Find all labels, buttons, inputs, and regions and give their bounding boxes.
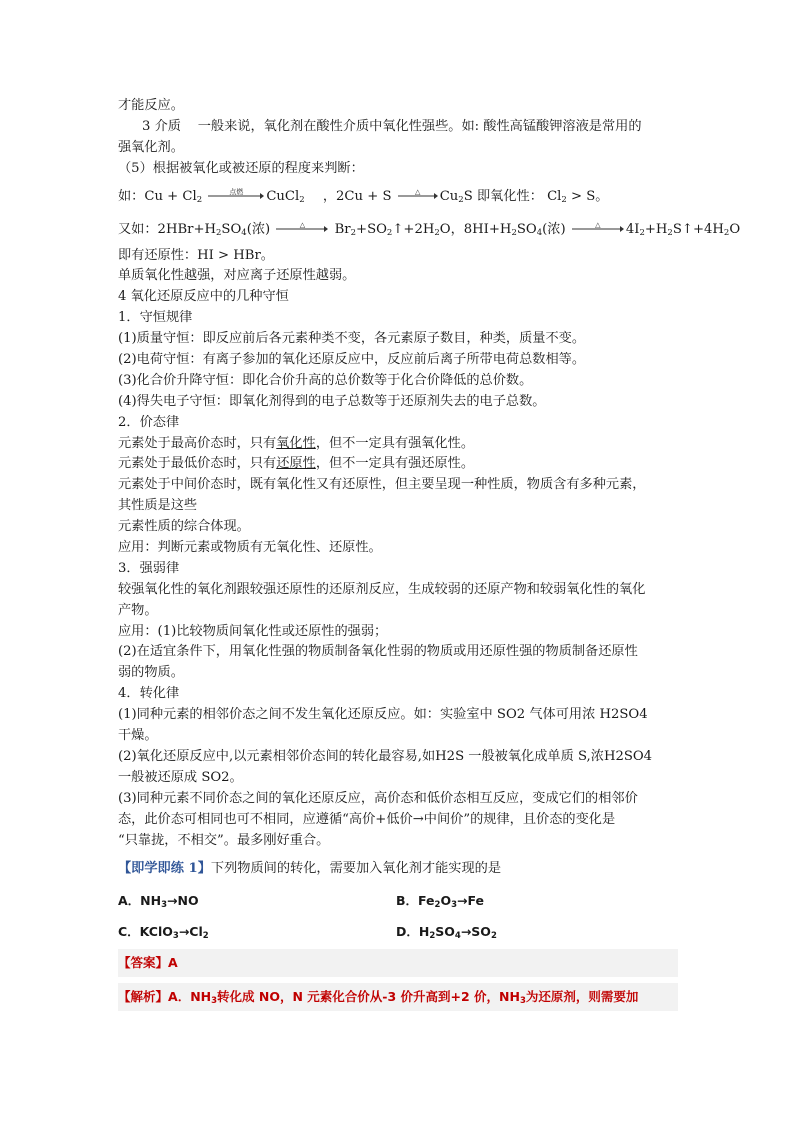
answer-box [118, 949, 678, 977]
reaction-arrow-icon: △ [276, 224, 328, 234]
option-b: B．$Fe_2O_3\to Fe$ [396, 893, 485, 911]
text-line: (4)得失电子守恒：即氧化剂得到的电子总数等于还原剂失去的电子总数。 [118, 393, 546, 409]
gas-up-arrow-icon: ↑ [681, 221, 693, 237]
option-a: A．$NH_3\to NO$ [118, 893, 199, 911]
section-heading: 4 氧化还原反应中的几种守恒 [118, 289, 289, 305]
text-line: 3 介质 一般来说，氧化剂在酸性介质中氧化性强些。如: 酸性高锰酸钾溶液是常用的 [142, 118, 642, 134]
text-line: 应用：判断元素或物质有无氧化性、还原性。 [118, 540, 382, 556]
text-line: (3)化合价升降守恒：即化合价升高的总价数等于化合价降低的总价数。 [118, 372, 533, 388]
text-line: 产物。 [118, 602, 158, 618]
section-heading: 1．守恒规律 [118, 310, 193, 326]
text-line: (2)氧化还原反应中,以元素相邻价态间的转化最容易,如H2S 一般被氧化成单质 S,浓H2SO4 [118, 748, 653, 764]
equation-line-1: 如：$Cu + Cl_2$ 点燃 CuCl$_2$ ，2Cu + S △ $Cu_2S$ 即氧化性： $Cl_2 > S$。 [118, 188, 609, 205]
text-line: 弱的物质。 [118, 665, 184, 681]
text-line: (2)在适宜条件下，用氧化性强的物质制备氧化性弱的物质或用还原性强的物质制备还原性 [118, 644, 638, 660]
text-line: （5）根据被氧化或被还原的程度来判断： [118, 160, 364, 176]
section-heading: 2．价态律 [118, 414, 180, 430]
practice-tag: 【即学即练 1】 [118, 861, 211, 877]
text-line: 元素性质的综合体现。 [118, 519, 250, 535]
text-line: 元素处于中间价态时，既有氧化性又有还原性，但主要呈现一种性质，物质含有多种元素， [118, 477, 646, 493]
text-line: (1)质量守恒：即反应前后各元素种类不变，各元素原子数目，种类，质量不变。 [118, 331, 586, 347]
reaction-arrow-icon: △ [572, 224, 624, 234]
document-page [118, 96, 741, 1011]
text-line: 较强氧化性的氧化剂跟较强还原性的还原剂反应，生成较弱的还原产物和较弱氧化性的氧化 [118, 581, 646, 597]
answer-tag: 【答案】 [118, 955, 169, 971]
equation-line-2: 又如：$2HBr+H_2SO_4$(浓) △ $Br_2+SO_2↑+2H_2O$，$8HI+H_2SO_4$(浓) △ $4I_2+H_2S↑+4H_2O$ [118, 221, 741, 238]
text-line: 干燥。 [118, 728, 158, 744]
text-line: (1)同种元素的相邻价态之间不发生氧化还原反应。如：实验室中 SO2 气体可用浓 H2SO4 [118, 707, 648, 723]
option-c: C．$KClO_3\to Cl_2$ [118, 924, 209, 942]
text-line: 强氧化剂。 [118, 139, 184, 155]
reaction-arrow-icon: △ [398, 191, 438, 201]
section-heading: 4．转化律 [118, 686, 180, 702]
practice-question: 【即学即练 1】下列物质间的转化，需要加入氧化剂才能实现的是 [118, 861, 502, 877]
answer-value: A [168, 955, 178, 971]
text-line: 元素处于最高价态时，只有氧化性，但不一定具有强氧化性。 [118, 435, 475, 451]
text-line: 元素处于最低价态时，只有还原性，但不一定具有强还原性。 [118, 456, 475, 472]
text-line: 才能反应。 [118, 98, 184, 113]
option-d: D．$H_2SO_4\to SO_2$ [396, 924, 497, 942]
text-line: (2)电荷守恒：有离子参加的氧化还原反应中，反应前后离子所带电荷总数相等。 [118, 352, 586, 368]
reaction-arrow-icon: 点燃 [208, 191, 264, 201]
analysis-tag: 【解析】 [118, 989, 169, 1005]
text-line: 其性质是这些 [118, 498, 198, 514]
analysis-text: A．$NH_3$转化成 NO，N 元素化合价从-3 价升高到+2 价，$NH_3$为还原剂，则需要加 [168, 989, 639, 1007]
text-line: 一般被还原成 SO2。 [118, 769, 243, 785]
text-line: 应用：(1)比较物质间氧化性或还原性的强弱； [118, 623, 388, 639]
text-line: 态，此价态可相同也可不相同，应遵循“高价+低价→中间价”的规律，且价态的变化是 [118, 811, 616, 827]
options-row-2 [118, 916, 678, 947]
text-line: (3)同种元素不同价态之间的氧化还原反应，高价态和低价态相互反应，变成它们的相邻价 [118, 790, 638, 806]
section-heading: 3．强弱律 [118, 560, 180, 576]
text-line: 即有还原性：HI > HBr。 [118, 247, 274, 263]
text-line: 单质氧化性越强，对应离子还原性越弱。 [118, 268, 356, 284]
analysis-box [118, 983, 678, 1011]
text-line: “只靠拢，不相交”。最多刚好重合。 [118, 832, 330, 848]
gas-up-arrow-icon: ↑ [392, 221, 404, 237]
options-row-1 [118, 885, 678, 916]
